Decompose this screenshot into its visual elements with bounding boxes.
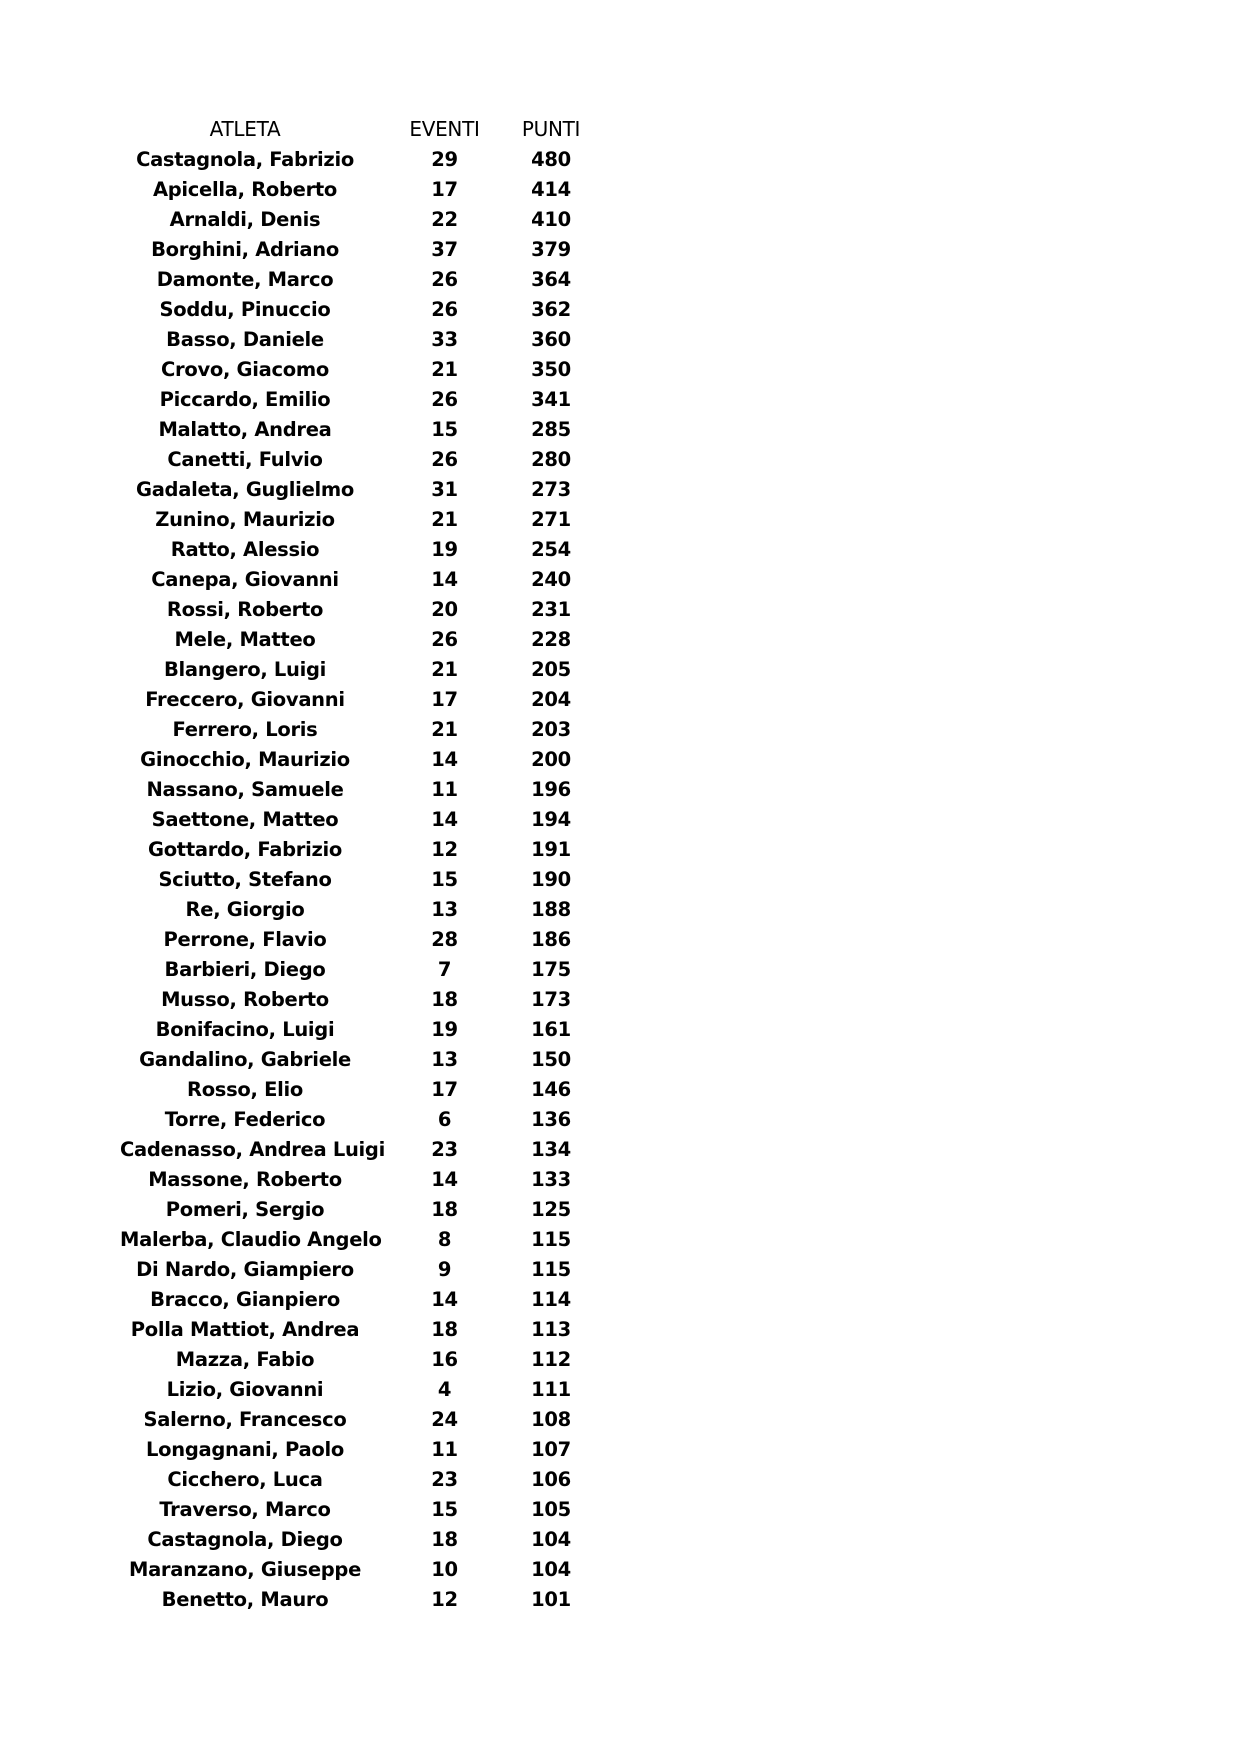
- table-row: [120, 174, 620, 204]
- events-count: 14: [431, 1287, 458, 1311]
- events-count: 14: [431, 807, 458, 831]
- table-row: [120, 954, 620, 984]
- events-count: 12: [431, 837, 458, 861]
- table-row: [120, 1014, 620, 1044]
- table-row: [120, 804, 620, 834]
- events-count: 18: [431, 1527, 458, 1551]
- table-row: [120, 204, 620, 234]
- points-value: 105: [531, 1497, 571, 1521]
- events-count: 6: [437, 1107, 452, 1131]
- athlete-name: Canepa, Giovanni: [151, 567, 339, 591]
- events-count: 23: [431, 1137, 458, 1161]
- athlete-name: Barbieri, Diego: [164, 957, 326, 981]
- athlete-name: Crovo, Giacomo: [161, 357, 329, 381]
- athlete-name: Damonte, Marco: [156, 267, 334, 291]
- points-value: 410: [531, 207, 571, 231]
- athlete-name: Di Nardo, Giampiero: [136, 1257, 354, 1281]
- table-row: [120, 474, 620, 504]
- table-row: [120, 1224, 620, 1254]
- athlete-name: Re, Giorgio: [185, 897, 305, 921]
- athlete-name: Apicella, Roberto: [152, 177, 338, 201]
- athlete-name: Cicchero, Luca: [167, 1467, 323, 1491]
- events-count: 14: [431, 1167, 458, 1191]
- events-count: 13: [431, 897, 458, 921]
- points-value: 350: [531, 357, 571, 381]
- athlete-name: Ratto, Alessio: [170, 537, 320, 561]
- events-count: 28: [431, 927, 458, 951]
- athlete-name: Blangero, Luigi: [163, 657, 327, 681]
- events-count: 14: [431, 747, 458, 771]
- athlete-name: Malatto, Andrea: [158, 417, 332, 441]
- events-count: 19: [431, 1017, 458, 1041]
- athlete-name: Canetti, Fulvio: [167, 447, 323, 471]
- table-row: [120, 504, 620, 534]
- athlete-name: Freccero, Giovanni: [145, 687, 345, 711]
- athlete-name: Ferrero, Loris: [172, 717, 318, 741]
- points-value: 379: [531, 237, 571, 261]
- points-value: 107: [531, 1437, 571, 1461]
- table-row: [120, 684, 620, 714]
- events-count: 24: [431, 1407, 458, 1431]
- athlete-name: Benetto, Mauro: [161, 1587, 329, 1611]
- points-value: 205: [531, 657, 571, 681]
- points-value: 175: [531, 957, 571, 981]
- events-count: 17: [431, 177, 458, 201]
- events-count: 10: [431, 1557, 458, 1581]
- athlete-name: Sciutto, Stefano: [158, 867, 332, 891]
- athlete-name: Longagnani, Paolo: [146, 1437, 344, 1461]
- table-row: [120, 654, 620, 684]
- points-value: 125: [531, 1197, 571, 1221]
- points-value: 204: [531, 687, 571, 711]
- points-value: 190: [531, 867, 571, 891]
- events-count: 4: [437, 1377, 452, 1401]
- events-count: 18: [431, 987, 458, 1011]
- points-value: 186: [531, 927, 571, 951]
- athlete-name: Arnaldi, Denis: [169, 207, 321, 231]
- table-row: [120, 1434, 620, 1464]
- table-row: [120, 324, 620, 354]
- table-row: [120, 834, 620, 864]
- athlete-name: Gottardo, Fabrizio: [148, 837, 342, 861]
- table-row: [120, 1254, 620, 1284]
- athlete-name: Massone, Roberto: [148, 1167, 342, 1191]
- points-value: 150: [531, 1047, 571, 1071]
- points-value: 194: [531, 807, 571, 831]
- table-row: [120, 144, 620, 174]
- events-count: 9: [437, 1257, 452, 1281]
- table-row: [120, 594, 620, 624]
- table-row: [120, 1494, 620, 1524]
- events-count: 21: [431, 507, 458, 531]
- table-row: [120, 1074, 620, 1104]
- athlete-name: Rossi, Roberto: [166, 597, 324, 621]
- athlete-name: Bracco, Gianpiero: [150, 1287, 340, 1311]
- table-row: [120, 744, 620, 774]
- points-value: 161: [531, 1017, 571, 1041]
- events-count: 26: [431, 297, 458, 321]
- table-row: [120, 1314, 620, 1344]
- table-row: [120, 1554, 620, 1584]
- table-row: [120, 294, 620, 324]
- points-value: 231: [531, 597, 571, 621]
- athlete-name: Maranzano, Giuseppe: [128, 1557, 362, 1581]
- table-row: [120, 714, 620, 744]
- athlete-name: Borghini, Adriano: [151, 237, 339, 261]
- athlete-name: Cadenasso, Andrea Luigi: [120, 1137, 385, 1161]
- events-count: 22: [431, 207, 458, 231]
- athlete-name: Castagnola, Diego: [147, 1527, 343, 1551]
- points-value: 114: [531, 1287, 571, 1311]
- athlete-name: Pomeri, Sergio: [165, 1197, 325, 1221]
- athlete-name: Soddu, Pinuccio: [159, 297, 331, 321]
- points-value: 254: [531, 537, 571, 561]
- points-value: 115: [531, 1257, 571, 1281]
- events-count: 26: [431, 447, 458, 471]
- events-count: 11: [431, 777, 458, 801]
- points-value: 480: [531, 147, 571, 171]
- athlete-name: Torre, Federico: [164, 1107, 326, 1131]
- athlete-name: Piccardo, Emilio: [159, 387, 331, 411]
- points-value: 360: [531, 327, 571, 351]
- events-count: 26: [431, 387, 458, 411]
- events-count: 29: [431, 147, 458, 171]
- events-count: 17: [431, 687, 458, 711]
- events-count: 13: [431, 1047, 458, 1071]
- points-value: 101: [531, 1587, 571, 1611]
- table-row: [120, 984, 620, 1014]
- table-header: [120, 114, 620, 144]
- points-value: 362: [531, 297, 571, 321]
- events-count: 26: [431, 267, 458, 291]
- athlete-name: Basso, Daniele: [166, 327, 324, 351]
- points-value: 203: [531, 717, 571, 741]
- athlete-name: Polla Mattiot, Andrea: [130, 1317, 360, 1341]
- events-count: 33: [431, 327, 458, 351]
- events-count: 37: [431, 237, 458, 261]
- points-value: 111: [531, 1377, 571, 1401]
- events-count: 15: [431, 1497, 458, 1521]
- points-value: 364: [531, 267, 571, 291]
- column-header-points: PUNTI: [521, 117, 581, 141]
- events-count: 18: [431, 1317, 458, 1341]
- events-count: 17: [431, 1077, 458, 1101]
- events-count: 21: [431, 657, 458, 681]
- athlete-name: Castagnola, Fabrizio: [136, 147, 354, 171]
- athlete-name: Lizio, Giovanni: [166, 1377, 324, 1401]
- table-row: [120, 774, 620, 804]
- table-row: [120, 1134, 620, 1164]
- events-count: 19: [431, 537, 458, 561]
- ranking-table: [120, 114, 620, 1614]
- table-row: [120, 1284, 620, 1314]
- points-value: 196: [531, 777, 571, 801]
- points-value: 280: [531, 447, 571, 471]
- table-row: [120, 354, 620, 384]
- column-header-athlete: ATLETA: [209, 117, 281, 141]
- table-body: [120, 144, 620, 1614]
- table-row: [120, 264, 620, 294]
- events-count: 14: [431, 567, 458, 591]
- points-value: 173: [531, 987, 571, 1011]
- table-row: [120, 864, 620, 894]
- points-value: 134: [531, 1137, 571, 1161]
- points-value: 112: [531, 1347, 571, 1371]
- table-row: [120, 1404, 620, 1434]
- events-count: 21: [431, 357, 458, 381]
- events-count: 20: [431, 597, 458, 621]
- events-count: 21: [431, 717, 458, 741]
- events-count: 18: [431, 1197, 458, 1221]
- athlete-name: Ginocchio, Maurizio: [140, 747, 350, 771]
- athlete-name: Traverso, Marco: [159, 1497, 331, 1521]
- athlete-name: Saettone, Matteo: [151, 807, 339, 831]
- events-count: 16: [431, 1347, 458, 1371]
- events-count: 11: [431, 1437, 458, 1461]
- points-value: 273: [531, 477, 571, 501]
- table-row: [120, 234, 620, 264]
- points-value: 106: [531, 1467, 571, 1491]
- points-value: 115: [531, 1227, 571, 1251]
- table-row: [120, 444, 620, 474]
- athlete-name: Gandalino, Gabriele: [139, 1047, 351, 1071]
- points-value: 240: [531, 567, 571, 591]
- points-value: 271: [531, 507, 571, 531]
- points-value: 200: [531, 747, 571, 771]
- athlete-name: Nassano, Samuele: [146, 777, 344, 801]
- athlete-name: Malerba, Claudio Angelo: [120, 1227, 382, 1251]
- points-value: 104: [531, 1557, 571, 1581]
- events-count: 12: [431, 1587, 458, 1611]
- points-value: 341: [531, 387, 571, 411]
- table-row: [120, 1524, 620, 1554]
- athlete-name: Rosso, Elio: [186, 1077, 303, 1101]
- athlete-name: Perrone, Flavio: [163, 927, 327, 951]
- events-count: 8: [437, 1227, 452, 1251]
- events-count: 31: [431, 477, 458, 501]
- table-row: [120, 624, 620, 654]
- events-count: 15: [431, 867, 458, 891]
- points-value: 228: [531, 627, 571, 651]
- table-row: [120, 534, 620, 564]
- table-row: [120, 384, 620, 414]
- points-value: 133: [531, 1167, 571, 1191]
- events-count: 7: [437, 957, 452, 981]
- points-value: 146: [531, 1077, 571, 1101]
- athlete-name: Mazza, Fabio: [175, 1347, 315, 1371]
- table-row: [120, 1374, 620, 1404]
- column-header-events: EVENTI: [409, 117, 480, 141]
- table-row: [120, 1164, 620, 1194]
- table-row: [120, 414, 620, 444]
- table-row: [120, 564, 620, 594]
- points-value: 414: [531, 177, 571, 201]
- athlete-name: Salerno, Francesco: [143, 1407, 347, 1431]
- table-row: [120, 1584, 620, 1614]
- table-row: [120, 1194, 620, 1224]
- events-count: 26: [431, 627, 458, 651]
- table-row: [120, 894, 620, 924]
- table-row: [120, 1344, 620, 1374]
- athlete-name: Mele, Matteo: [174, 627, 316, 651]
- points-value: 104: [531, 1527, 571, 1551]
- points-value: 188: [531, 897, 571, 921]
- points-value: 285: [531, 417, 571, 441]
- athlete-name: Gadaleta, Guglielmo: [135, 477, 354, 501]
- athlete-name: Bonifacino, Luigi: [155, 1017, 335, 1041]
- points-value: 108: [531, 1407, 571, 1431]
- points-value: 136: [531, 1107, 571, 1131]
- table-row: [120, 924, 620, 954]
- events-count: 15: [431, 417, 458, 441]
- table-row: [120, 1104, 620, 1134]
- points-value: 191: [531, 837, 571, 861]
- athlete-name: Musso, Roberto: [161, 987, 329, 1011]
- events-count: 23: [431, 1467, 458, 1491]
- table-row: [120, 1044, 620, 1074]
- points-value: 113: [531, 1317, 571, 1341]
- athlete-name: Zunino, Maurizio: [155, 507, 335, 531]
- table-row: [120, 1464, 620, 1494]
